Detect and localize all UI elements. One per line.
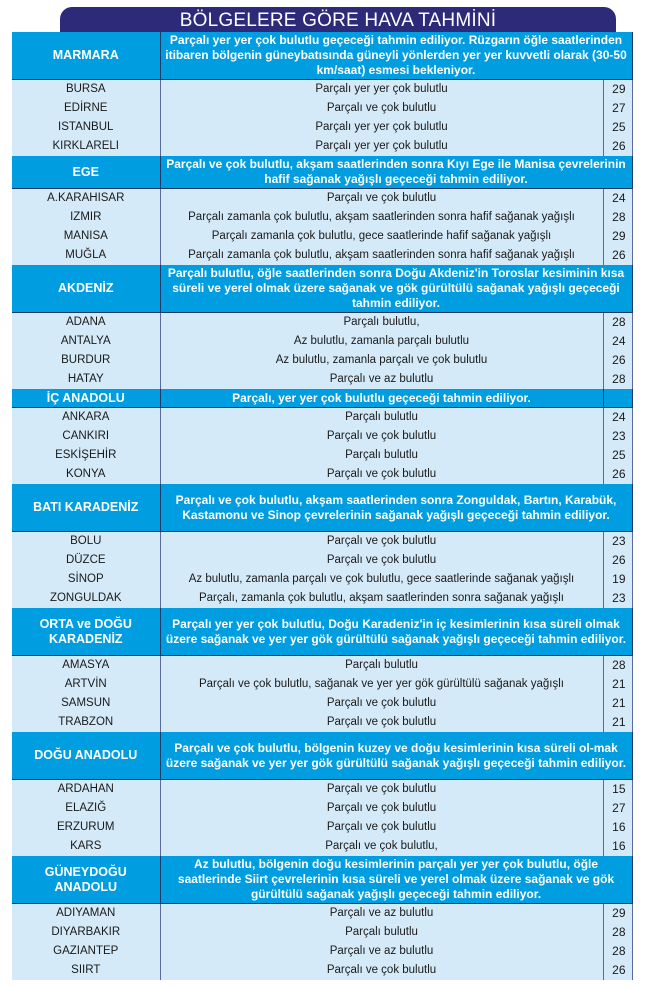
region-summary: Parçalı bulutlu, öğle saatlerinden sonra Doğu Akdeniz'in Toroslar kesiminin kısa süreli ve yerel olmak üzere sağanak ve gök gürültülü sağanak yağışlı geçeceği tahmin ediliyor. <box>160 265 632 313</box>
city-name: ARDAHAN <box>12 780 160 800</box>
city-row <box>12 551 632 570</box>
city-forecast: Parçalı ve az bulutlu <box>160 942 603 961</box>
region-name: DOĞU ANADOLU <box>12 732 160 780</box>
city-temperature: 24 <box>603 189 632 209</box>
city-forecast: Parçalı zamanla çok bulutlu, gece saatlerinde hafif sağanak yağışlı <box>160 227 603 246</box>
city-name: HATAY <box>12 370 160 389</box>
city-temperature: 26 <box>603 961 632 980</box>
city-name: EDİRNE <box>12 99 160 118</box>
city-name: ELAZIĞ <box>12 799 160 818</box>
page-title: BÖLGELERE GÖRE HAVA TAHMİNİ <box>60 7 616 32</box>
region-header-row <box>12 389 632 408</box>
city-row <box>12 465 632 484</box>
city-row <box>12 961 632 980</box>
forecast-table <box>12 32 633 980</box>
region-header-row <box>12 856 632 904</box>
city-row <box>12 227 632 246</box>
city-row <box>12 189 632 209</box>
city-name: ARTVİN <box>12 675 160 694</box>
city-temperature: 25 <box>603 446 632 465</box>
city-row <box>12 780 632 800</box>
city-row <box>12 408 632 428</box>
city-row <box>12 675 632 694</box>
city-row <box>12 137 632 156</box>
city-row <box>12 313 632 333</box>
city-row <box>12 208 632 227</box>
city-name: MANISA <box>12 227 160 246</box>
city-temperature: 23 <box>603 589 632 608</box>
city-row <box>12 837 632 856</box>
city-temperature: 27 <box>603 99 632 118</box>
city-temperature: 29 <box>603 80 632 100</box>
city-name: ERZURUM <box>12 818 160 837</box>
region-name: İÇ ANADOLU <box>12 389 160 408</box>
city-temperature: 24 <box>603 332 632 351</box>
city-forecast: Parçalı ve çok bulutlu <box>160 465 603 484</box>
region-summary: Parçalı ve çok bulutlu, akşam saatlerinden sonra Kıyı Ege ile Manisa çevrelerinin hafif sağanak yağışlı geçeceği tahmin ediliyor. <box>160 156 632 189</box>
city-temperature: 15 <box>603 780 632 800</box>
city-temperature: 28 <box>603 313 632 333</box>
region-name: AKDENİZ <box>12 265 160 313</box>
city-forecast: Parçalı yer yer çok bulutlu <box>160 118 603 137</box>
city-forecast: Parçalı ve çok bulutlu, sağanak ve yer yer gök gürültülü sağanak yağışlı <box>160 675 603 694</box>
region-name: ORTA ve DOĞU KARADENİZ <box>12 608 160 656</box>
city-name: ANTALYA <box>12 332 160 351</box>
city-name: DIYARBAKIR <box>12 923 160 942</box>
city-row <box>12 99 632 118</box>
city-temperature: 21 <box>603 713 632 732</box>
city-name: A.KARAHISAR <box>12 189 160 209</box>
region-summary: Parçalı ve çok bulutlu, akşam saatlerinden sonra Zonguldak, Bartın, Karabük, Kastamonu ve Sinop çevrelerinin sağanak yağışlı geçeceği tahmin ediliyor. <box>160 484 632 532</box>
city-name: ISTANBUL <box>12 118 160 137</box>
city-temperature: 28 <box>603 370 632 389</box>
city-temperature: 28 <box>603 923 632 942</box>
city-row <box>12 713 632 732</box>
region-summary: Az bulutlu, bölgenin doğu kesimlerinin parçalı yer yer çok bulutlu, öğle saatlerinde Siirt çevrelerinin kısa süreli ve yerel olmak üzere sağanak ve gök gürültülü sağanak yağışlı geçeceği tahmin ediliyor. <box>160 856 632 904</box>
city-name: BURSA <box>12 80 160 100</box>
city-row <box>12 370 632 389</box>
city-row <box>12 818 632 837</box>
region-summary: Parçalı yer yer çok bulutlu geçeceği tahmin ediliyor. Rüzgarın öğle saatlerinden itibaren bölgenin güneybatısında güneyli yönlerden yer yer kuvvetli olarak (30-50 km/saat) esmesi bekleniyor. <box>160 32 632 80</box>
city-row <box>12 532 632 552</box>
city-forecast: Parçalı bulutlu <box>160 446 603 465</box>
city-row <box>12 570 632 589</box>
city-name: ANKARA <box>12 408 160 428</box>
city-forecast: Parçalı bulutlu <box>160 408 603 428</box>
city-name: BOLU <box>12 532 160 552</box>
city-temperature: 29 <box>603 904 632 924</box>
city-forecast: Az bulutlu, zamanla parçalı bulutlu <box>160 332 603 351</box>
city-row <box>12 656 632 676</box>
city-forecast: Parçalı ve çok bulutlu <box>160 189 603 209</box>
city-temperature: 26 <box>603 246 632 265</box>
city-name: MUĞLA <box>12 246 160 265</box>
city-forecast: Parçalı ve çok bulutlu <box>160 961 603 980</box>
city-temperature: 27 <box>603 799 632 818</box>
region-header-row <box>12 156 632 189</box>
region-name: MARMARA <box>12 32 160 80</box>
city-forecast: Parçalı bulutlu <box>160 923 603 942</box>
city-name: SAMSUN <box>12 694 160 713</box>
region-name: BATI KARADENİZ <box>12 484 160 532</box>
city-forecast: Parçalı ve çok bulutlu <box>160 427 603 446</box>
city-row <box>12 332 632 351</box>
city-temperature: 28 <box>603 942 632 961</box>
city-forecast: Parçalı ve çok bulutlu <box>160 694 603 713</box>
city-row <box>12 799 632 818</box>
region-name: EGE <box>12 156 160 189</box>
city-forecast: Parçalı ve çok bulutlu <box>160 551 603 570</box>
city-forecast: Parçalı zamanla çok bulutlu, akşam saatlerinden sonra hafif sağanak yağışlı <box>160 246 603 265</box>
city-name: CANKIRI <box>12 427 160 446</box>
city-temperature: 28 <box>603 208 632 227</box>
city-name: KONYA <box>12 465 160 484</box>
city-temperature: 19 <box>603 570 632 589</box>
city-temperature: 26 <box>603 465 632 484</box>
city-forecast: Parçalı bulutlu, <box>160 313 603 333</box>
region-name: GÜNEYDOĞU ANADOLU <box>12 856 160 904</box>
region-header-row <box>12 732 632 780</box>
region-summary: Parçalı, yer yer çok bulutlu geçeceği tahmin ediliyor. <box>160 389 603 408</box>
region-summary: Parçalı yer yer çok bulutlu, Doğu Karadeniz'in iç kesimlerinin kısa süreli olmak üzere sağanak ve yer yer gök gürültülü sağanak yağışlı geçeceği tahmin ediliyor. <box>160 608 632 656</box>
city-forecast: Parçalı ve az bulutlu <box>160 904 603 924</box>
city-forecast: Parçalı ve çok bulutlu <box>160 532 603 552</box>
city-row <box>12 118 632 137</box>
city-temperature: 23 <box>603 532 632 552</box>
city-name: IZMIR <box>12 208 160 227</box>
city-row <box>12 923 632 942</box>
city-row <box>12 351 632 370</box>
city-name: TRABZON <box>12 713 160 732</box>
city-temperature: 26 <box>603 137 632 156</box>
city-row <box>12 904 632 924</box>
city-forecast: Parçalı ve çok bulutlu <box>160 818 603 837</box>
city-temperature: 29 <box>603 227 632 246</box>
city-temperature: 16 <box>603 837 632 856</box>
city-temperature: 28 <box>603 656 632 676</box>
region-header-row <box>12 32 632 80</box>
city-name: GAZIANTEP <box>12 942 160 961</box>
city-name: ADIYAMAN <box>12 904 160 924</box>
city-name: SIIRT <box>12 961 160 980</box>
city-temperature: 23 <box>603 427 632 446</box>
city-name: KIRKLARELI <box>12 137 160 156</box>
city-forecast: Parçalı bulutlu <box>160 656 603 676</box>
city-name: SİNOP <box>12 570 160 589</box>
city-forecast: Parçalı, zamanla çok bulutlu, akşam saatlerinden sonra sağanak yağışlı <box>160 589 603 608</box>
city-forecast: Parçalı ve çok bulutlu, <box>160 837 603 856</box>
city-name: ZONGULDAK <box>12 589 160 608</box>
city-name: ESKİŞEHİR <box>12 446 160 465</box>
city-temperature: 21 <box>603 694 632 713</box>
city-name: BURDUR <box>12 351 160 370</box>
city-temperature: 24 <box>603 408 632 428</box>
region-summary: Parçalı ve çok bulutlu, bölgenin kuzey ve doğu kesimlerinin kısa süreli ol-mak üzere sağanak ve yer yer gök gürültülü sağanak yağışlı geçeceği tahmin ediliyor. <box>160 732 632 780</box>
region-temp-empty <box>603 389 632 408</box>
city-row <box>12 589 632 608</box>
city-forecast: Parçalı yer yer çok bulutlu <box>160 80 603 100</box>
city-name: KARS <box>12 837 160 856</box>
city-row <box>12 446 632 465</box>
city-row <box>12 427 632 446</box>
city-row <box>12 246 632 265</box>
city-temperature: 25 <box>603 118 632 137</box>
city-forecast: Parçalı ve çok bulutlu <box>160 780 603 800</box>
city-row <box>12 80 632 100</box>
city-row <box>12 694 632 713</box>
city-row <box>12 942 632 961</box>
city-forecast: Parçalı ve çok bulutlu <box>160 99 603 118</box>
city-forecast: Parçalı ve çok bulutlu <box>160 713 603 732</box>
city-forecast: Parçalı ve çok bulutlu <box>160 799 603 818</box>
city-name: DÜZCE <box>12 551 160 570</box>
city-forecast: Parçalı ve az bulutlu <box>160 370 603 389</box>
city-forecast: Az bulutlu, zamanla parçalı ve çok bulutlu <box>160 351 603 370</box>
city-name: AMASYA <box>12 656 160 676</box>
city-temperature: 26 <box>603 551 632 570</box>
city-forecast: Parçalı zamanla çok bulutlu, akşam saatlerinden sonra hafif sağanak yağışlı <box>160 208 603 227</box>
city-temperature: 26 <box>603 351 632 370</box>
region-header-row <box>12 265 632 313</box>
region-header-row <box>12 484 632 532</box>
region-header-row <box>12 608 632 656</box>
city-forecast: Parçalı yer yer çok bulutlu <box>160 137 603 156</box>
city-temperature: 21 <box>603 675 632 694</box>
city-forecast: Az bulutlu, zamanla parçalı ve çok bulutlu, gece saatlerinde sağanak yağışlı <box>160 570 603 589</box>
city-temperature: 16 <box>603 818 632 837</box>
city-name: ADANA <box>12 313 160 333</box>
